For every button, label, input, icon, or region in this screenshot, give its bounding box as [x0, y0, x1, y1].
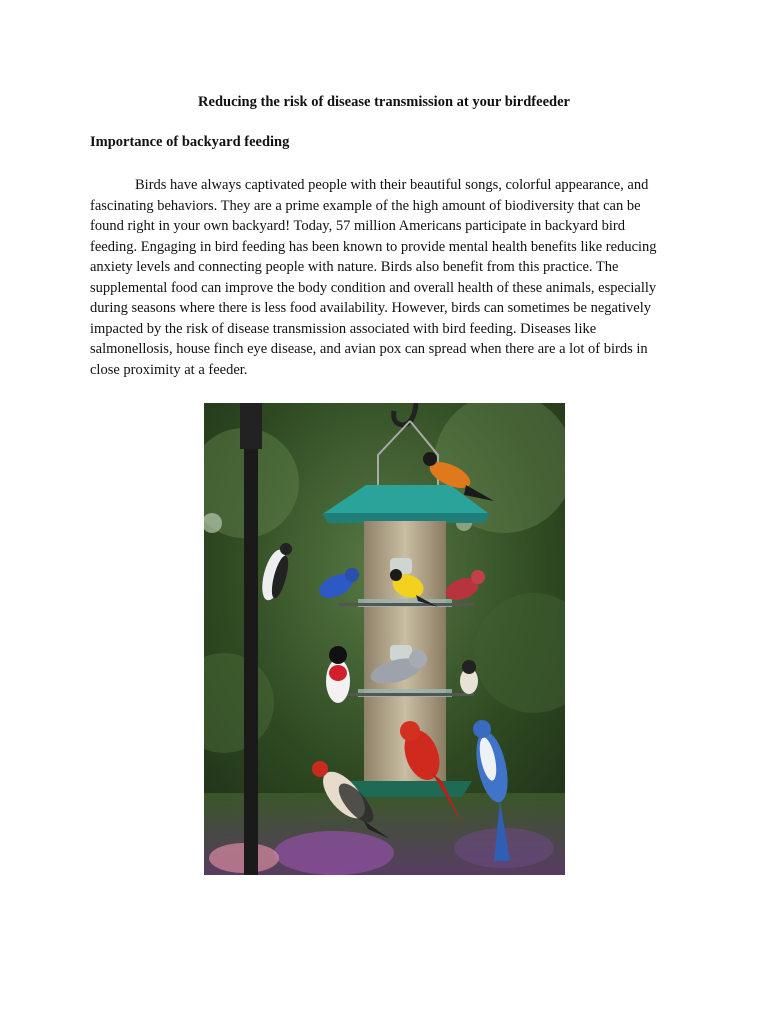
body-paragraph: Birds have always captivated people with their beautiful songs, colorful appearance, and fascinating behaviors. They are a prime example of the high amount of biodiversity that can be found right in your own backyard! Today, 57 million Americans participate in backyard bird feeding. Engaging in bird feeding has been known to provide mental health benefits like reducing anxiety levels and connecting people with nature. Birds also benefit from this practice. The supplemental food can improve the body condition and overall health of these animals, especially during seasons where there is less food availability. However, birds can sometimes be negatively impacted by the risk of disease transmission associated with bird feeding. Diseases like salmonellosis, house finch eye disease, and avian pox can spread when there are a lot of birds in close proximity at a feeder.	[90, 177, 657, 378]
birdfeeder-photo	[204, 403, 565, 875]
section-heading: Importance of backyard feeding	[90, 134, 290, 150]
feeder-tray	[344, 781, 472, 797]
feeder-pole	[244, 403, 258, 875]
page-title: Reducing the risk of disease transmission at your birdfeeder	[198, 94, 570, 110]
